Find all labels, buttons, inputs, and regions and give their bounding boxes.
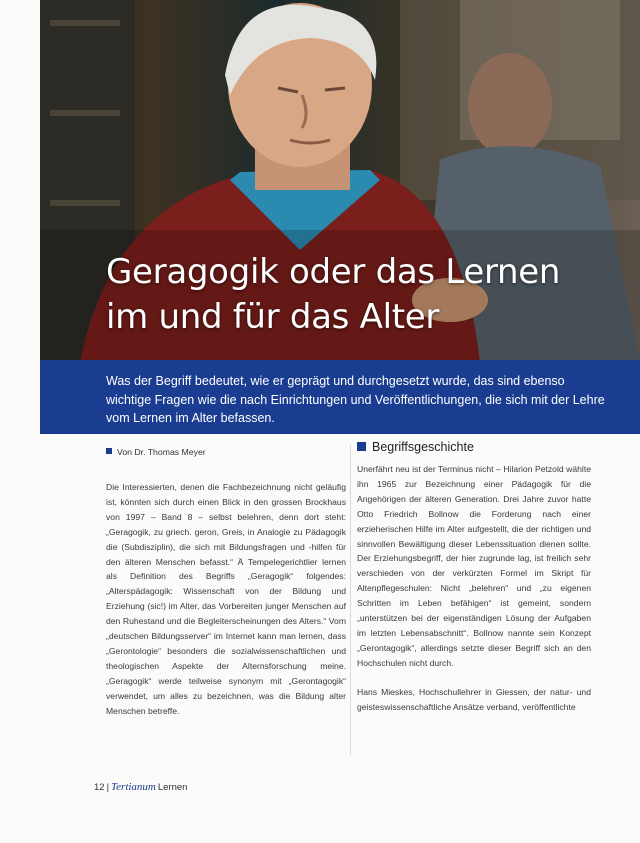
footer-section: Lernen — [157, 782, 188, 793]
bullet-square-icon — [106, 448, 112, 454]
section-title: Begriffsgeschichte — [372, 440, 474, 454]
column-divider — [350, 445, 351, 755]
magazine-logo: Tertianum — [111, 781, 156, 793]
right-paragraph-1: Unerfährt neu ist der Terminus nicht – Hilarion Petzold wählte ihn 1965 zur Bezeichnung einer Pädagogik für die Angehörigen der älteren Generation. Drei Jahre zuvor hatte Otto Friedrich Bollnow die Forderung nach einer erzieherischen Hilfe im Alter aufgestellt, die der richtigen und sinnvollen Bewältigung dieser Lebenssituation dienen sollte. Der Erziehungsbegriff, der hier zugrunde lag, ist freilich sehr verschieden von der verkürzten Formel im Skript für Altenpflegeschulen: Nicht „belehren“ und „zu eigenen Schritten im Leben befähigen“ ist gemeint, sondern „unterstützen bei der eigenständigen Lösung der Aufgaben im letzten Lebensabschnitt“. Bollnow nannte sein Konzept „Gerontagogik“, allerdings setzte dieser Begriff sich an den Hochschulen nicht durch. — [357, 464, 591, 668]
right-column — [357, 462, 591, 715]
page-number: 12 — [94, 782, 105, 793]
page-footer: 12 | Tertianum Lernen — [94, 781, 188, 793]
intro-text: Was der Begriff bedeutet, wie er geprägt und durchgesetzt wurde, das sind ebenso wichtige Fragen wie die nach Einrichtungen und Veröffentlichungen, die sich mit der Lehre vom Lernen im Alter befassen. — [106, 374, 605, 425]
section-heading — [357, 440, 474, 454]
left-column — [106, 480, 346, 719]
author-name: Von Dr. Thomas Meyer — [117, 447, 206, 457]
right-paragraph-2: Hans Mieskes, Hochschullehrer in Giessen, der natur- und geisteswissenschaftliche Ansätze verband, veröffentlichte — [357, 686, 591, 712]
headline-line-2: im und für das Alter — [106, 297, 440, 337]
bullet-square-icon — [357, 442, 366, 451]
author-line — [106, 447, 206, 457]
headline-line-1: Geragogik oder das Lernen — [106, 252, 561, 292]
left-column-text: Die Interessierten, denen die Fachbezeichnung nicht geläufig ist, könnten sich durch einen Blick in den grossen Brockhaus von 1997 – Band 8 – selbst belehren, denn dort steht: „Geragogik, zu griech. geron, Greis, in Analogie zu Pädagogik die (Subdisziplin), die sich mit Bildungsfragen und -hilfen für den älteren Menschen befasst.“ Ä Tempelegerichtlier lernen als Definition des Begriffs „Geragogik“ folgendes: „Alterspädagogik: Wissenschaft von der Bildung und Erziehung (sic!) im Alter, das Vorbereiten junger Menschen auf den Ruhestand und die Begleiterscheinungen des Alters.“ Vom „deutschen Bildungsserver“ im Internet kann man lernen, dass „Gerontologie“ besonders die sozialwissenschaftlichen und theologischen Aspekte der Alternsforschung meine. „Geragogik“ werde teilweise synonym mit „Gerontagogik“ verwendet, um alles zu bezeichnen, was die Bildung alter Menschen betreffe. — [106, 482, 346, 716]
article-headline — [106, 250, 560, 340]
